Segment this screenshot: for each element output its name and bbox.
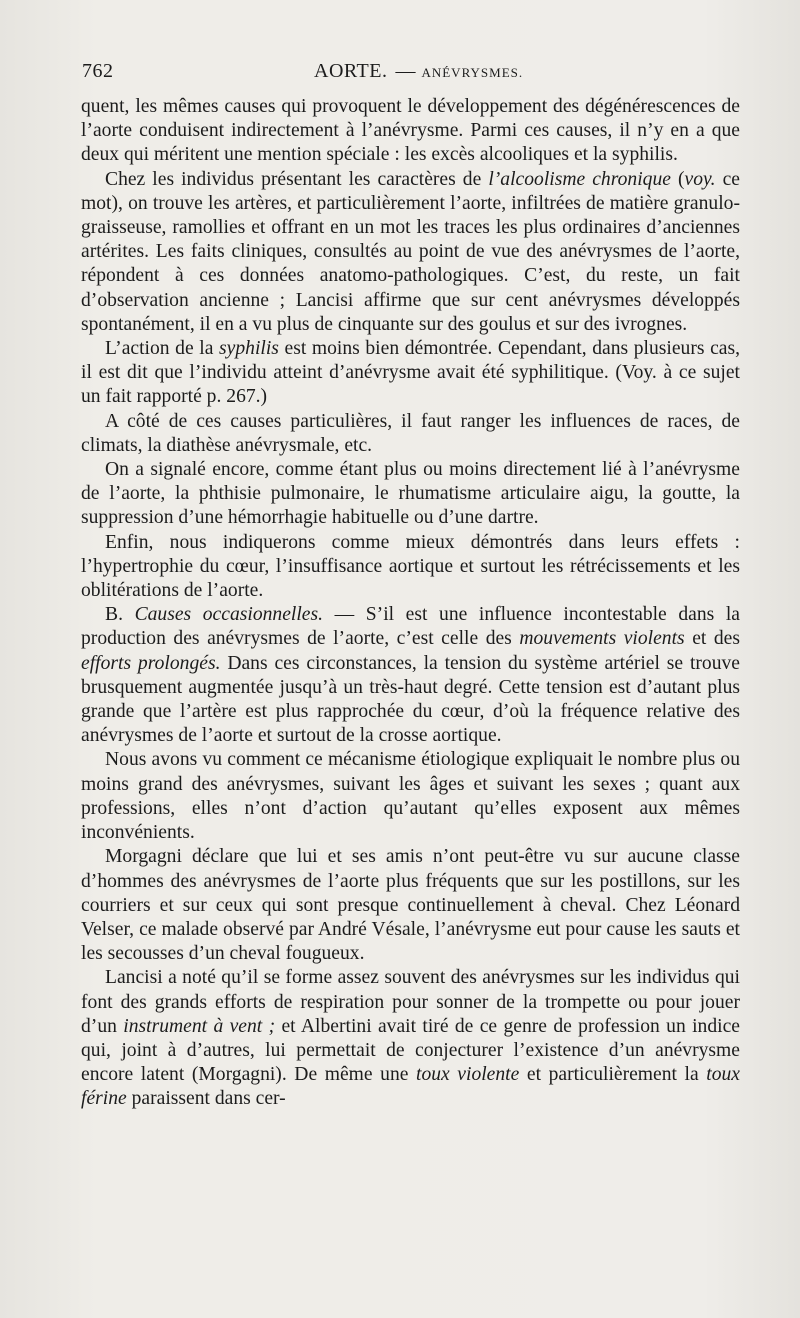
paragraph-phthisie: On a signalé encore, comme étant plus ou moins directement lié à l’anévrysme de l’aorte, la phthisie pulmonaire, le rhumatisme articulaire aigu, la goutte, la suppression d’une hémorrhagie habituelle ou d’une dartre. bbox=[81, 459, 740, 529]
page-number: 762 bbox=[82, 60, 114, 82]
paragraph-causes-occasionnelles bbox=[81, 603, 740, 748]
paragraph-hypertrophie: Enfin, nous indiquerons comme mieux démontrés dans leurs effets : l’hypertrophie du cœur, l’insuffisance aortique et surtout les rétrécissements et les oblitérations de l’aorte. bbox=[81, 531, 740, 602]
paragraph-lancisi bbox=[81, 966, 740, 1111]
running-head bbox=[314, 60, 523, 83]
section-heading: Causes occasionnelles. bbox=[134, 604, 324, 626]
text-run: paraissent dans cer- bbox=[126, 1088, 286, 1110]
text-run: Dans ces circonstances, la tension du système artériel se trouve brusquement augmentée jusqu’à un très-haut degré. Cette tension est d’autant plus grande que l’artère est plus rapprochée du cœur, d’où la fréquence relative des anévrysmes de l’aorte et surtout de la crosse aortique. bbox=[81, 652, 741, 747]
text-run: est moins bien démontrée. Cependant, dans plusieurs cas, il est dit que l’individu atteint d’anévrysme avait été syphilitique. (Voy. à ce sujet un fait rapporté p. 267.) bbox=[81, 338, 741, 408]
text-run: Chez les individus présentant les caractères de bbox=[105, 168, 489, 190]
paragraph-mecanisme: Nous avons vu comment ce mécanisme étiologique expliquait le nombre plus ou moins grand des anévrysmes, suivant les âges et suivant les sexes ; quant aux professions, elles n’ont d’action qu’autant qu’elles exposent aux mêmes inconvénients. bbox=[81, 749, 740, 844]
text-run: L’action de la bbox=[105, 338, 220, 360]
italic-term: syphilis bbox=[219, 338, 279, 360]
paragraph-syphilis bbox=[81, 337, 740, 410]
italic-term: toux violente bbox=[416, 1064, 520, 1086]
italic-term: toux férine bbox=[81, 1064, 740, 1110]
text-run: B. bbox=[105, 604, 135, 626]
italic-term: efforts prolongés. bbox=[81, 652, 221, 674]
body-text bbox=[81, 95, 740, 1112]
italic-term: instrument à vent ; bbox=[123, 1015, 276, 1037]
text-run: ce mot), on trouve les artères, et particulièrement l’aorte, infiltrées de matière granulo-graisseuse, ramollies et offrant en un mot les traces les plus ordinaires d’anciennes artérites. Les faits cliniques, consultés au point de vue des anévrysmes de l’aorte, répondent à ces données anatomo-pathologiques. C’est, du reste, un fait d’observation ancienne ; Lancisi affirme que sur cent anévrysmes développés spontanément, il en a vu plus de cinquante sur des goulus et sur des ivrognes. bbox=[81, 168, 740, 335]
running-head-title: AORTE. bbox=[314, 60, 388, 82]
text-run: Lancisi a noté qu’il se forme assez souvent des anévrysmes sur les individus qui font des grands efforts de respiration pour sonner de la trompette ou pour jouer d’un bbox=[81, 967, 740, 1037]
italic-term: l’alcoolisme chronique bbox=[488, 168, 671, 190]
paragraph-morgagni: Morgagni déclare que lui et ses amis n’ont peut-être vu sur aucune classe d’hommes des anévrysmes de l’aorte plus fréquents que sur les postillons, sur les courriers et sur ceux qui sont presque continuellement à cheval. Chez Léonard Velser, ce malade observé par André Vésale, l’anévrysme eut pour cause les sauts et les secousses d’un cheval fougueux. bbox=[81, 846, 740, 965]
text-run: — S’il est une influence incontestable dans la production des anévrysmes de l’aorte, c’est celle des bbox=[81, 604, 740, 650]
paragraph-continuation: quent, les mêmes causes qui provoquent le développement des dégénérescences de l’aorte conduisent indirectement à l’anévrysme. Parmi ces causes, il n’y en a que deux qui méritent une mention spéciale : les excès alcooliques et la syphilis. bbox=[81, 96, 740, 166]
text-run: et Albertini avait tiré de ce genre de profession un indice qui, joint à d’autres, lui permettait de conjecturer l’existence d’un anévrysme encore latent (Morgagni). De même une bbox=[81, 1015, 740, 1086]
paragraph-alcoolisme bbox=[81, 168, 740, 337]
italic-term: mouvements violents bbox=[519, 628, 685, 650]
paragraph-causes-particulieres: A côté de ces causes particulières, il faut ranger les influences de races, de climats, la diathèse anévrysmale, etc. bbox=[81, 410, 740, 456]
text-run: ( bbox=[670, 168, 685, 190]
running-head-subtitle: ANÉVRYSMES. bbox=[421, 65, 524, 80]
text-run: et particulièrement la bbox=[519, 1064, 707, 1086]
running-head-dash: — bbox=[395, 60, 416, 82]
text-run: et des bbox=[684, 628, 740, 650]
page-header bbox=[82, 58, 742, 88]
italic-term: voy. bbox=[684, 168, 716, 190]
